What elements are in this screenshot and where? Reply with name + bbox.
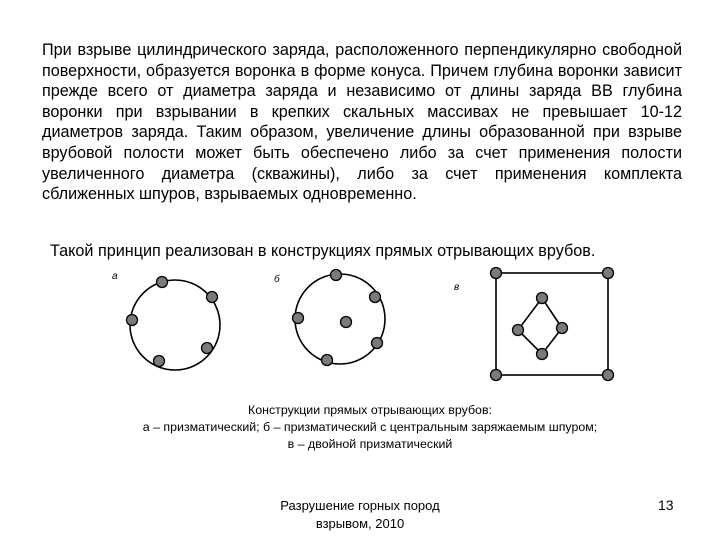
- hole-v-inner-left: [513, 325, 524, 336]
- hole-v-inner-right: [557, 323, 568, 334]
- diagram-a-prismatic: [127, 277, 221, 371]
- figure-label-v: в: [454, 282, 460, 293]
- hole-b-4: [372, 338, 383, 349]
- hole-b-3: [293, 313, 304, 324]
- hole-a-5: [154, 356, 165, 367]
- footer-title: [250, 497, 470, 533]
- hole-a-3: [127, 315, 138, 326]
- hole-b-center: [341, 317, 352, 328]
- footer-title-line1: Разрушение горных пород: [280, 498, 440, 513]
- hole-a-1: [157, 277, 168, 288]
- hole-v-corner-bl: [491, 370, 502, 381]
- outline-square-v: [496, 273, 608, 375]
- hole-v-corner-tr: [603, 268, 614, 279]
- outline-diamond-v: [518, 298, 562, 354]
- figure-caption-legend: а – призматический; б – призматический с центральным заряжаемым шпуром;: [142, 420, 598, 434]
- hole-a-2: [207, 292, 218, 303]
- diagram-v-double: [491, 268, 614, 381]
- hole-v-corner-tl: [491, 268, 502, 279]
- footer-title-line2: взрывом, 2010: [315, 516, 405, 531]
- principle-sentence: Такой принцип реализован в конструкциях прямых отрывающих врубов.: [50, 242, 596, 260]
- hole-v-inner-top: [537, 293, 548, 304]
- hole-a-4: [202, 343, 213, 354]
- hole-v-inner-bottom: [537, 349, 548, 360]
- hole-v-corner-br: [603, 370, 614, 381]
- hole-b-5: [322, 355, 333, 366]
- figure-caption-legend-2: в – двойной призматический: [287, 437, 453, 451]
- figure-caption-title: Конструкции прямых отрывающих врубов:: [248, 403, 492, 417]
- main-paragraph: При взрыве цилиндрического заряда, расположенного перпендикулярно свободной поверхности, образуется воронка в форме конуса. Причем глубина воронки зависит прежде всего от диаметра заряда и независимо от длины заряда ВВ глубина воронки при взрывании в крепких скальных массивах не превышает 10-12 диаметров заряда. Таким образом, увеличение длины образованной при взрыве врубовой полости может быть обеспечено либо за счет применения полости увеличенного диаметра (скважины), либо за счет применения комплекта сближенных шпуров, взрываемых одновременно.: [42, 41, 682, 204]
- outline-circle-b: [295, 274, 385, 364]
- hole-b-1: [331, 270, 342, 281]
- page-number: 13: [658, 497, 674, 513]
- figure-label-b: б: [274, 274, 280, 285]
- outline-circle-a: [130, 280, 220, 370]
- hole-b-2: [370, 292, 381, 303]
- figure-label-a: а: [112, 271, 118, 282]
- diagram-b-central: [293, 270, 386, 366]
